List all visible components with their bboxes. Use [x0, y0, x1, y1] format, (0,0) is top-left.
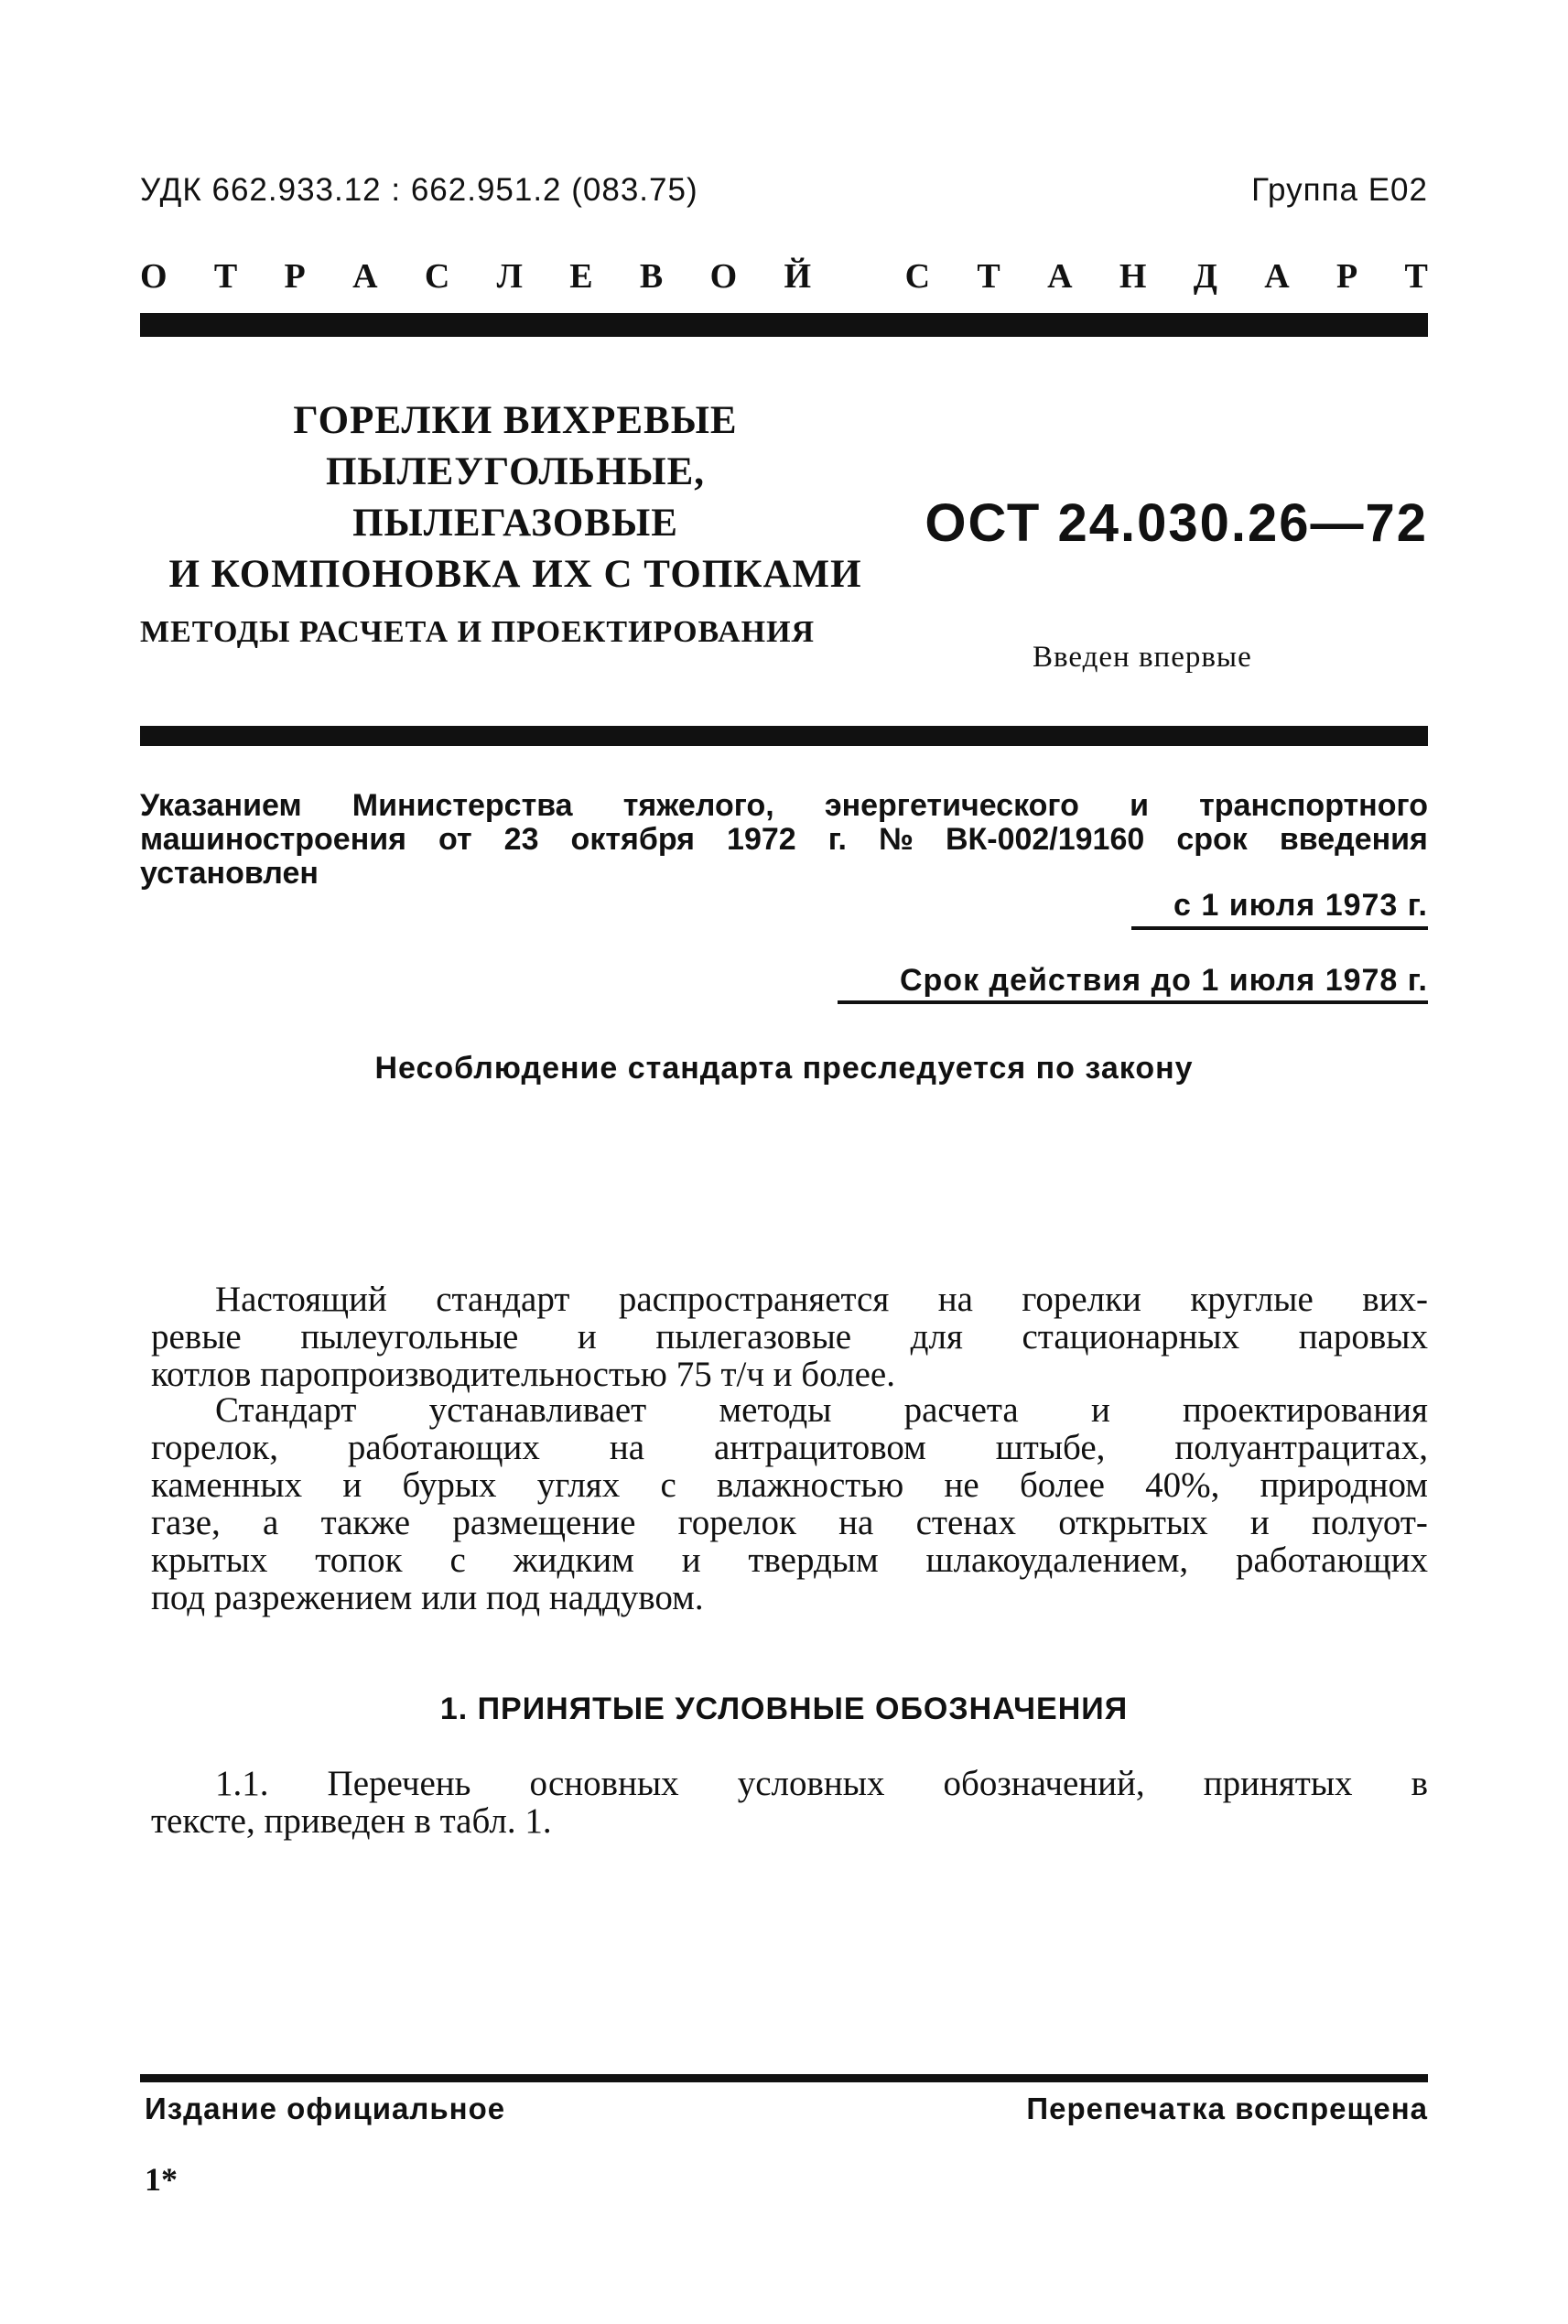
banner-letter: С: [904, 257, 931, 296]
word: в: [1411, 1764, 1428, 1803]
standard-designation: ОСТ 24.030.26—72: [925, 493, 1428, 553]
document-title: [140, 395, 891, 600]
word: проектирования: [1183, 1390, 1428, 1430]
page-number: 1*: [145, 2161, 178, 2198]
word: углях: [536, 1465, 621, 1505]
word: и: [1090, 1390, 1110, 1430]
text-line: [151, 1391, 1428, 1429]
word: горелок: [677, 1503, 796, 1542]
order-word: машиностроения: [140, 822, 406, 857]
word: пылегазовые: [655, 1317, 852, 1357]
word: природном: [1260, 1465, 1428, 1505]
word: и: [577, 1317, 597, 1357]
banner-letter: Р: [1336, 257, 1358, 296]
word: работающих: [1235, 1540, 1428, 1580]
effective-date-underline: [1131, 926, 1428, 930]
word: на: [838, 1503, 874, 1542]
order-word: и: [1130, 788, 1149, 823]
text-line: [151, 1318, 1428, 1356]
word: круглые: [1190, 1280, 1314, 1319]
word: основных: [529, 1764, 679, 1803]
title-line-2: ПЫЛЕУГОЛЬНЫЕ,: [325, 450, 706, 493]
order-word: Указанием: [140, 788, 302, 823]
clause-1-1: [151, 1765, 1428, 1840]
word: газе,: [151, 1503, 221, 1542]
text-line: под разрежением или под наддувом.: [151, 1578, 704, 1617]
order-word: октября: [570, 822, 695, 857]
text-line: [151, 1429, 1428, 1466]
title-line-1: ГОРЕЛКИ ВИХРЕВЫЕ: [293, 399, 738, 442]
word: и: [1249, 1503, 1270, 1542]
word: 40%,: [1145, 1465, 1220, 1505]
word: открытых: [1058, 1503, 1208, 1542]
title-line-3: ПЫЛЕГАЗОВЫЕ: [352, 502, 678, 545]
word: Стандарт: [215, 1390, 357, 1430]
banner-letter: О: [709, 257, 738, 296]
word: ревые: [151, 1317, 242, 1357]
word: полуот-: [1312, 1503, 1428, 1542]
word: обозначений,: [943, 1764, 1145, 1803]
order-word: г.: [827, 822, 847, 857]
order-word: введения: [1279, 822, 1428, 857]
banner-letter: Д: [1193, 257, 1217, 296]
word: распространяется: [618, 1280, 890, 1319]
word: стационарных: [1022, 1317, 1240, 1357]
word: пылеугольные: [300, 1317, 519, 1357]
order-line-2: [140, 823, 1428, 857]
word: а: [263, 1503, 279, 1542]
word: Настоящий: [215, 1280, 387, 1319]
word: стенах: [915, 1503, 1016, 1542]
order-word: 1972: [727, 822, 796, 857]
order-word: транспортного: [1199, 788, 1428, 823]
footer-rule: [140, 2074, 1428, 2082]
word: Перечень: [327, 1764, 471, 1803]
text-line: котлов паропроизводительностью 75 т/ч и более.: [151, 1355, 895, 1394]
word: на: [937, 1280, 973, 1319]
order-word: №: [878, 822, 914, 857]
title-rule: [140, 726, 1428, 746]
banner-letter: Й: [784, 257, 812, 296]
word: с: [660, 1465, 676, 1505]
text-line: [151, 1541, 1428, 1579]
banner-letter: Л: [496, 257, 523, 296]
group-code: Группа Е02: [1251, 172, 1428, 208]
ministry-order: [140, 789, 1428, 891]
banner-letter: Р: [284, 257, 306, 296]
banner-letter: Т: [977, 257, 1000, 296]
word: для: [910, 1317, 963, 1357]
word: паровых: [1298, 1317, 1428, 1357]
word: топок: [315, 1540, 403, 1580]
intro-paragraph-2: [151, 1391, 1428, 1616]
order-word: срок: [1176, 822, 1248, 857]
word: шлакоудалением,: [925, 1540, 1189, 1580]
text-line: [151, 1765, 1428, 1802]
word: горелок,: [151, 1428, 278, 1467]
word: на: [609, 1428, 645, 1467]
order-word: тяжелого,: [622, 788, 774, 823]
text-line: [151, 1281, 1428, 1318]
banner-letter: А: [1264, 257, 1290, 296]
word: с: [449, 1540, 466, 1580]
word: условных: [737, 1764, 885, 1803]
banner-letter: В: [639, 257, 664, 296]
validity-underline: [838, 1000, 1428, 1004]
order-line-3: установлен: [140, 856, 319, 891]
word: и: [342, 1465, 362, 1505]
word: работающих: [347, 1428, 540, 1467]
word: устанавливает: [428, 1390, 647, 1430]
document-subtitle: МЕТОДЫ РАСЧЕТА И ПРОЕКТИРОВАНИЯ: [140, 615, 816, 649]
order-word: энергетического: [824, 788, 1079, 823]
title-line-4: И КОМПОНОВКА ИХ С ТОПКАМИ: [168, 553, 862, 596]
banner-letter: А: [352, 257, 378, 296]
header-rule: [140, 313, 1428, 337]
word: бурых: [402, 1465, 497, 1505]
word: не: [944, 1465, 979, 1505]
udk-code: УДК 662.933.12 : 662.951.2 (083.75): [140, 172, 698, 208]
text-line: тексте, приведен в табл. 1.: [151, 1801, 552, 1841]
word: твердым: [748, 1540, 879, 1580]
introduced-note: Введен впервые: [1033, 641, 1252, 674]
legal-notice: Несоблюдение стандарта преследуется по закону: [374, 1051, 1194, 1086]
word: жидким: [513, 1540, 634, 1580]
validity-period: Срок действия до 1 июля 1978 г.: [899, 963, 1428, 998]
section-heading: 1. ПРИНЯТЫЕ УСЛОВНЫЕ ОБОЗНАЧЕНИЯ: [439, 1692, 1129, 1726]
word: размещение: [452, 1503, 636, 1542]
word: влажностью: [717, 1465, 904, 1505]
banner-letter: О: [140, 257, 168, 296]
word: стандарт: [436, 1280, 570, 1319]
industry-standard-banner: [140, 256, 1428, 297]
text-line: [151, 1466, 1428, 1504]
word: каменных: [151, 1465, 303, 1505]
word: расчета: [903, 1390, 1019, 1430]
word: крытых: [151, 1540, 268, 1580]
order-word: 23: [503, 822, 539, 857]
effective-date: с 1 июля 1973 г.: [1173, 888, 1428, 923]
word: и: [681, 1540, 701, 1580]
word: полуантрацитах,: [1174, 1428, 1428, 1467]
order-word: от: [438, 822, 472, 857]
order-word: Министерства: [351, 788, 573, 823]
reprint-notice: Перепечатка воспрещена: [1026, 2092, 1428, 2125]
banner-letter: Н: [1119, 257, 1147, 296]
word: также: [320, 1503, 411, 1542]
edition-note: Издание официальное: [145, 2092, 506, 2125]
intro-paragraph-1: [151, 1281, 1428, 1393]
word: принятых: [1203, 1764, 1353, 1803]
banner-letter: Т: [1404, 257, 1428, 296]
banner-letter: Е: [569, 257, 593, 296]
text-line: [151, 1504, 1428, 1541]
word: методы: [719, 1390, 832, 1430]
word: 1.1.: [215, 1764, 269, 1803]
word: штыбе,: [995, 1428, 1106, 1467]
word: горелки: [1022, 1280, 1141, 1319]
order-line-1: [140, 789, 1428, 823]
word: более: [1019, 1465, 1105, 1505]
word: антрацитовом: [713, 1428, 926, 1467]
banner-letter: С: [424, 257, 450, 296]
word: вих-: [1362, 1280, 1428, 1319]
banner-letter: Т: [213, 257, 238, 296]
banner-letter: А: [1047, 257, 1073, 296]
order-word: ВК-002/19160: [945, 822, 1145, 857]
